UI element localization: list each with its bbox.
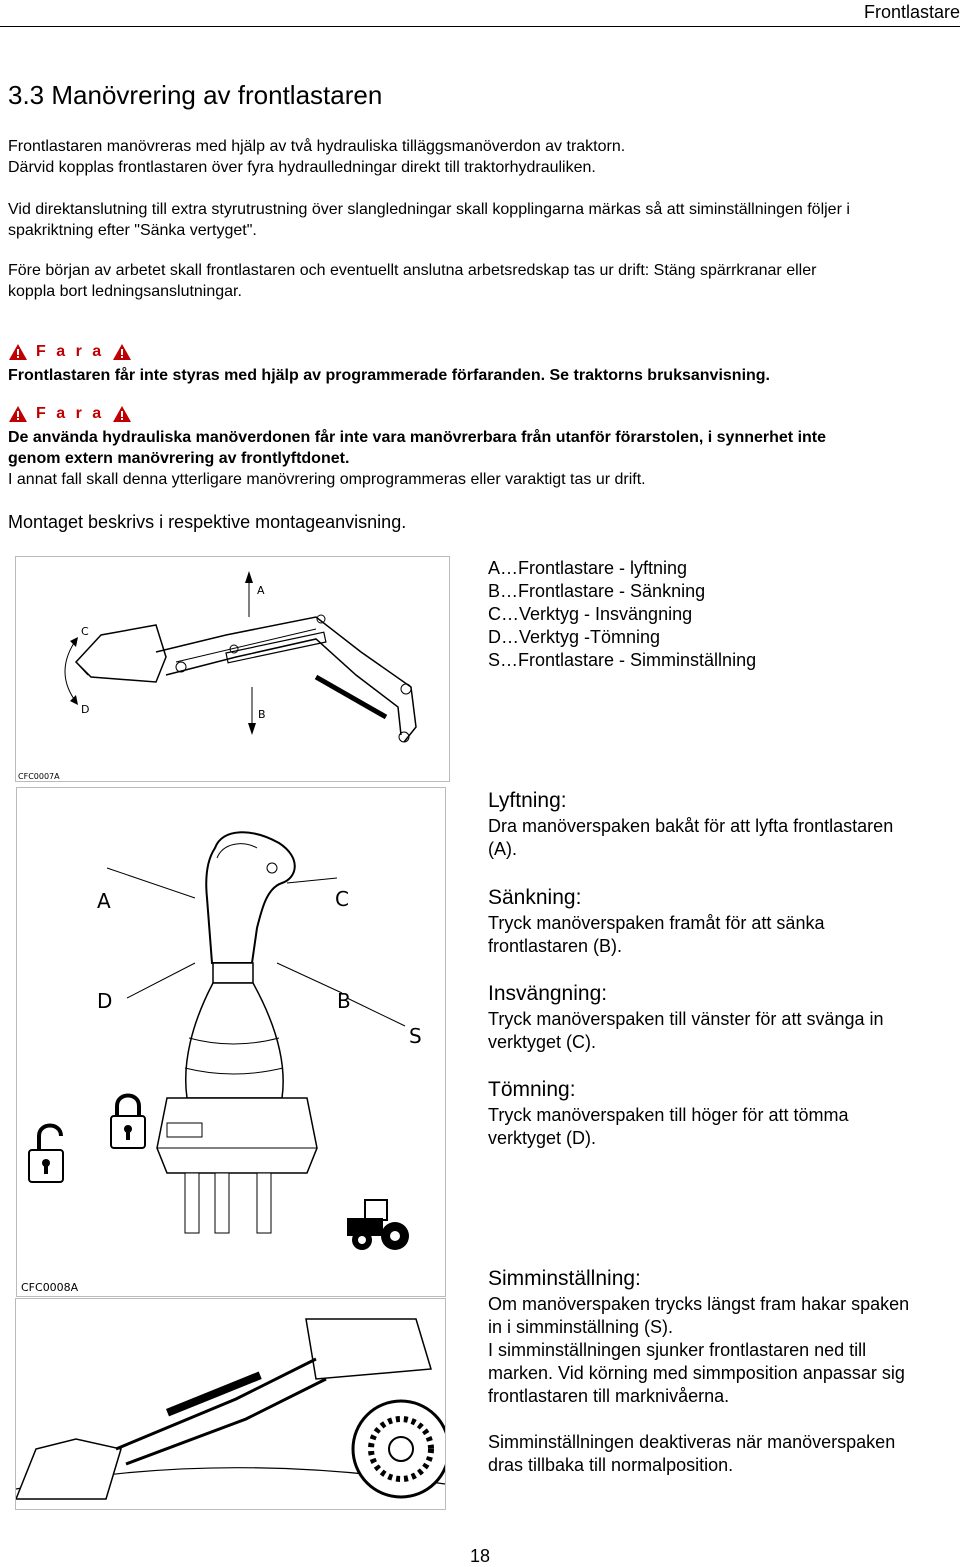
running-header: Frontlastare xyxy=(863,2,960,22)
direction-label-b: B xyxy=(337,989,351,1013)
figure-code: CFC0008A xyxy=(21,1281,79,1294)
control-line: verktyget (D). xyxy=(488,1128,597,1148)
control-heading: Tömning: xyxy=(488,1078,576,1101)
legend-item: S…Frontlastare - Simminställning xyxy=(488,650,757,670)
control-line: Tryck manöverspaken framåt för att sänka xyxy=(488,913,825,933)
mount-note: Montaget beskrivs i respektive montageanvisning. xyxy=(8,512,407,532)
arrow-label-d: D xyxy=(81,703,90,716)
lock-open-icon xyxy=(29,1126,63,1183)
float-position-drawing xyxy=(16,1299,445,1509)
legend-item: C…Verktyg - Insvängning xyxy=(488,604,693,624)
control-line: frontlastaren till marknivåerna. xyxy=(488,1386,730,1406)
shutdown-line: Före början av arbetet skall frontlastaren och eventuellt anslutna arbetsredskap tas ur drift: Stäng spärrkranar eller xyxy=(8,262,817,279)
control-line: Tryck manöverspaken till vänster för att svänga in xyxy=(488,1009,884,1029)
connection-line: Vid direktanslutning till extra styrutrustning över slangledningar skall kopplingarna märkas så att siminställningen följer i xyxy=(8,201,850,218)
connection-paragraph xyxy=(8,199,958,241)
control-line: Tryck manöverspaken till höger för att tömma xyxy=(488,1105,849,1125)
control-text xyxy=(488,815,958,861)
warning-line: De använda hydrauliska manöverdonen får inte vara manövrerbara från utanför förarstolen, i synnerhet inte xyxy=(8,429,827,446)
control-line: verktyget (C). xyxy=(488,1032,597,1052)
control-line: marken. Vid körning med simmposition anpassar sig xyxy=(488,1363,905,1383)
control-text xyxy=(488,912,958,958)
warning-heading-2 xyxy=(8,405,132,423)
control-line: (A). xyxy=(488,839,517,859)
connection-line: spakriktning efter "Sänka vertyget". xyxy=(8,222,257,239)
intro-line: Frontlastaren manövreras med hjälp av två hydrauliska tilläggsmanöverdon av traktorn. xyxy=(8,138,626,155)
note-line: dras tillbaka till normalposition. xyxy=(488,1455,734,1475)
direction-label-a: A xyxy=(97,889,111,913)
shutdown-paragraph xyxy=(8,260,958,302)
after-warning-text: I annat fall skall denna ytterligare manövrering omprogrammeras eller varaktigt tas ur drift. xyxy=(8,471,646,488)
shutdown-line: koppla bort ledningsanslutningar. xyxy=(8,283,242,300)
control-heading: Insvängning: xyxy=(488,982,608,1005)
warning-triangle-icon xyxy=(8,343,28,361)
loader-arm-figure xyxy=(15,556,450,782)
header-rule xyxy=(0,26,960,27)
deactivation-note xyxy=(488,1431,958,1477)
joystick-drawing xyxy=(17,788,445,1296)
control-text xyxy=(488,1104,958,1150)
warning-triangle-icon xyxy=(112,405,132,423)
warning-heading-1 xyxy=(8,343,132,361)
intro-paragraph xyxy=(8,136,958,178)
warning-triangle-icon xyxy=(112,343,132,361)
arrow-label-c: C xyxy=(81,625,89,638)
warning-line: Frontlastaren får inte styras med hjälp av programmerade förfaranden. Se traktorns bruksanvisning. xyxy=(8,367,770,384)
control-text xyxy=(488,1008,958,1054)
warning-triangle-icon xyxy=(8,405,28,423)
control-heading: Simminställning: xyxy=(488,1267,641,1290)
direction-label-c: C xyxy=(335,887,349,911)
legend-item: A…Frontlastare - lyftning xyxy=(488,558,688,578)
direction-label-s: S xyxy=(409,1024,422,1048)
warning-text-2 xyxy=(8,427,958,469)
arrow-label-b: B xyxy=(258,708,266,721)
lock-closed-icon xyxy=(111,1096,145,1149)
joystick-figure xyxy=(16,787,446,1297)
warning-label: F a r a xyxy=(36,343,105,360)
arrow-label-a: A xyxy=(257,584,265,597)
control-heading: Lyftning: xyxy=(488,789,567,812)
control-line: I simminställningen sjunker frontlastaren ned till xyxy=(488,1340,867,1360)
loader-arm-drawing xyxy=(16,557,449,781)
figure-code: CFC0007A xyxy=(18,772,60,781)
control-line: Om manöverspaken trycks längst fram hakar spaken xyxy=(488,1294,910,1314)
tractor-icon xyxy=(347,1200,409,1250)
warning-text-1 xyxy=(8,365,958,386)
control-line: frontlastaren (B). xyxy=(488,936,623,956)
note-line: Simminställningen deaktiveras när manöverspaken xyxy=(488,1432,896,1452)
control-text xyxy=(488,1293,958,1408)
intro-line: Därvid kopplas frontlastaren över fyra hydraulledningar direkt till traktorhydrauliken. xyxy=(8,159,596,176)
control-line: Dra manöverspaken bakåt för att lyfta frontlastaren xyxy=(488,816,894,836)
section-title: 3.3 Manövrering av frontlastaren xyxy=(8,80,383,110)
warning-line: genom extern manövrering av frontlyftdonet. xyxy=(8,450,350,467)
page-number: 18 xyxy=(469,1546,491,1566)
warning-label: F a r a xyxy=(36,405,105,422)
direction-label-d: D xyxy=(97,989,113,1013)
control-heading: Sänkning: xyxy=(488,886,582,909)
legend-item: D…Verktyg -Tömning xyxy=(488,627,661,647)
float-position-figure xyxy=(15,1298,446,1510)
control-line: in i simminställning (S). xyxy=(488,1317,674,1337)
legend-item: B…Frontlastare - Sänkning xyxy=(488,581,706,601)
function-legend xyxy=(488,557,756,672)
